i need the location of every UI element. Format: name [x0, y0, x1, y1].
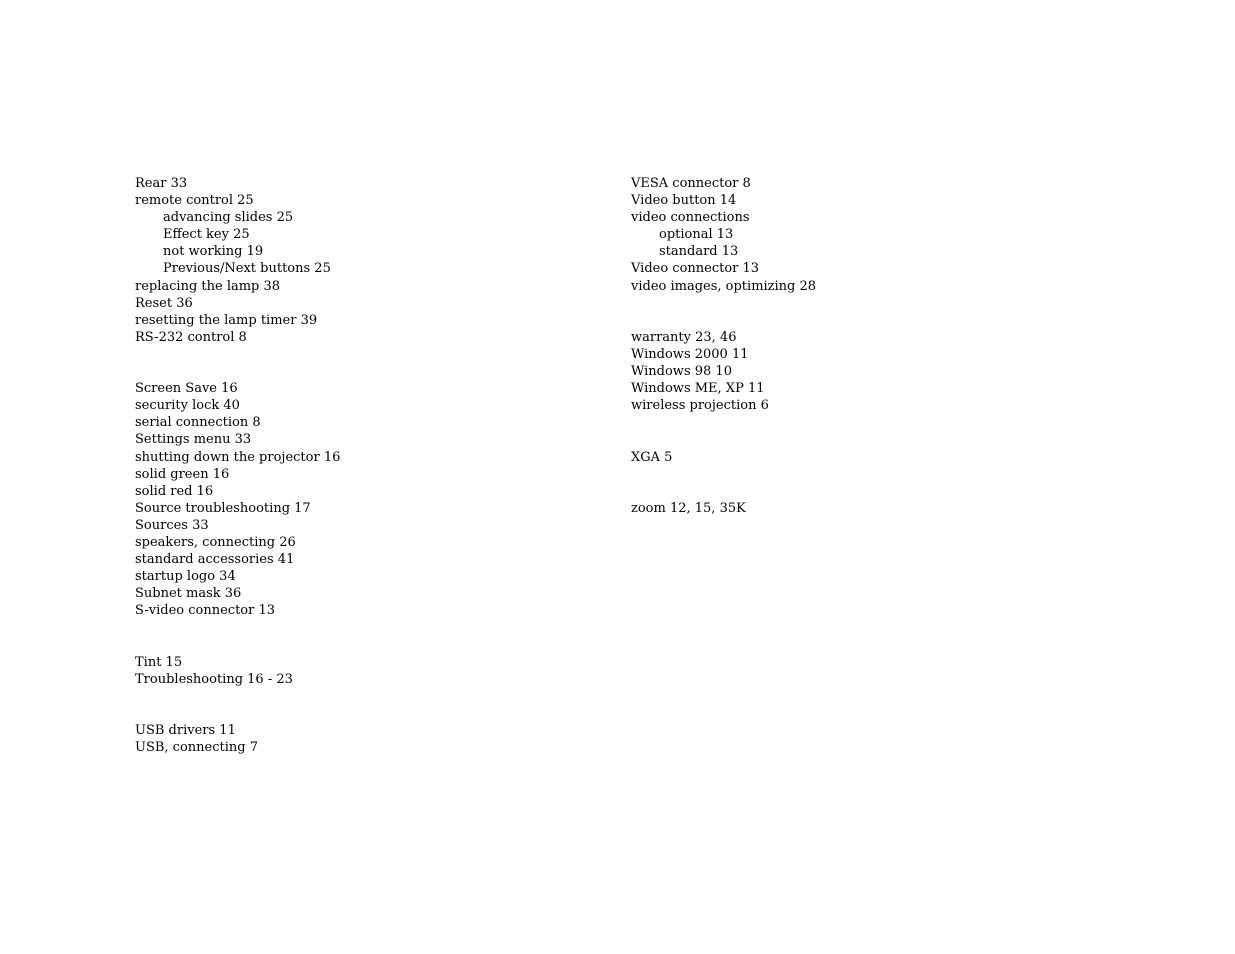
- index-letter-gap: [631, 295, 1091, 329]
- index-subentry: Effect key 25: [163, 227, 250, 243]
- index-entry: video connections: [631, 210, 750, 226]
- index-entry: standard accessories 41: [135, 552, 295, 568]
- index-letter-gap: [135, 688, 595, 722]
- index-entry: video images, optimizing 28: [631, 278, 817, 294]
- index-entry: VESA connector 8: [631, 176, 751, 191]
- index-entry: shutting down the projector 16: [135, 449, 341, 465]
- index-entry: Video connector 13: [631, 261, 760, 277]
- index-entry: zoom 12, 15, 35K: [631, 500, 746, 516]
- index-column-left: [135, 175, 595, 756]
- index-entry: Troubleshooting 16 - 23: [135, 671, 293, 687]
- index-entry: USB, connecting 7: [135, 740, 258, 756]
- index-entry: resetting the lamp timer 39: [135, 312, 318, 328]
- index-entry: USB drivers 11: [135, 723, 236, 738]
- index-entry: Reset 36: [135, 295, 193, 311]
- index-letter-gap: [135, 619, 595, 653]
- index-entry: warranty 23, 46: [631, 329, 737, 345]
- index-entry: remote control 25: [135, 193, 254, 209]
- index-entry: serial connection 8: [135, 415, 261, 431]
- index-entry: Sources 33: [135, 517, 209, 533]
- index-letter-gap: [135, 346, 595, 380]
- index-subentry: not working 19: [163, 244, 264, 260]
- index-entry: startup logo 34: [135, 569, 236, 585]
- index-entry: Windows ME, XP 11: [631, 381, 765, 397]
- index-entry: Tint 15: [135, 654, 183, 670]
- index-entry: Windows 2000 11: [631, 346, 749, 362]
- index-entry: wireless projection 6: [631, 398, 769, 414]
- index-entry: solid green 16: [135, 466, 230, 482]
- index-letter-gap: [631, 414, 1091, 448]
- index-column-right: [631, 175, 1091, 517]
- index-entry: solid red 16: [135, 483, 214, 499]
- index-entry: Settings menu 33: [135, 432, 252, 448]
- index-entry: speakers, connecting 26: [135, 534, 296, 550]
- index-entry: Screen Save 16: [135, 381, 238, 397]
- index-entry: Windows 98 10: [631, 364, 732, 380]
- index-subentry: Previous/Next buttons 25: [163, 261, 331, 277]
- index-subentry: advancing slides 25: [163, 210, 294, 226]
- index-letter-gap: [631, 466, 1091, 500]
- index-entry: Subnet mask 36: [135, 586, 242, 602]
- index-subentry: optional 13: [659, 227, 734, 243]
- index-subentry: standard 13: [659, 244, 739, 260]
- index-entry: Video button 14: [631, 193, 737, 209]
- index-entry: RS-232 control 8: [135, 329, 247, 345]
- index-entry: XGA 5: [631, 449, 673, 465]
- index-entry: Source troubleshooting 17: [135, 500, 311, 516]
- index-entry: replacing the lamp 38: [135, 278, 281, 294]
- index-entry: S-video connector 13: [135, 603, 276, 619]
- index-entry: Rear 33: [135, 176, 188, 191]
- index-entry: security lock 40: [135, 398, 240, 414]
